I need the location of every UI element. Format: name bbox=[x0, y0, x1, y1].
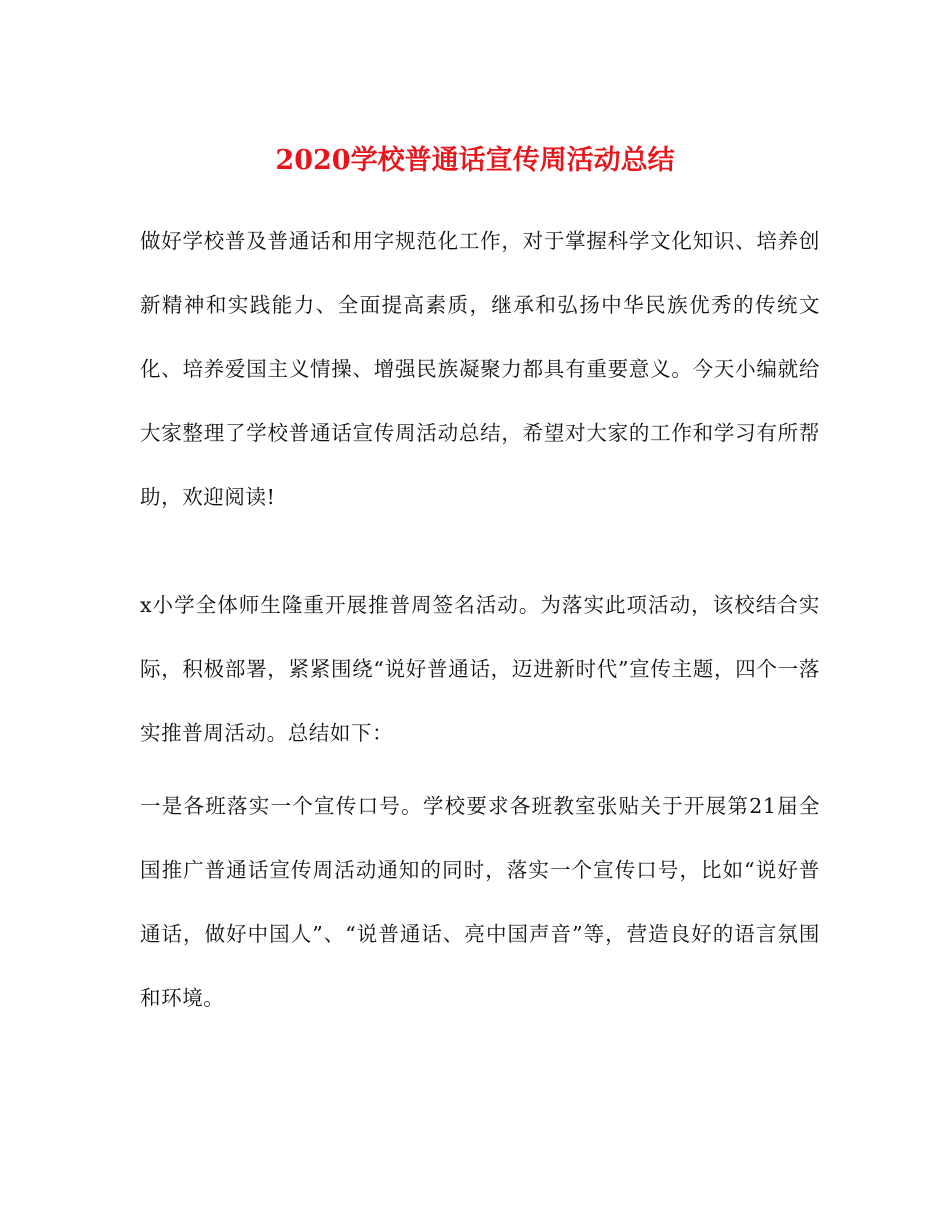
paragraph-activity: x小学全体师生隆重开展推普周签名活动。为落实此项活动，该校结合实际，积极部署，紧紧围绕“说好普通话，迈进新时代”宣传主题，四个一落实推普周活动。总结如下： bbox=[140, 593, 820, 745]
paragraph-slogan: 一是各班落实一个宣传口号。学校要求各班教室张贴关于开展第21届全国推广普通话宣传周活动通知的同时，落实一个宣传口号，比如“说好普通话，做好中国人”、“说普通话、亮中国声音”等，营造良好的语言氛围和环境。 bbox=[140, 794, 820, 1010]
document-title: 2020学校普通话宣传周活动总结 bbox=[275, 145, 675, 176]
paragraph-intro: 做好学校普及普通话和用字规范化工作，对于掌握科学文化知识、培养创新精神和实践能力、全面提高素质，继承和弘扬中华民族优秀的传统文化、培养爱国主义情操、增强民族凝聚力都具有重要意义。今天小编就给大家整理了学校普通话宣传周活动总结，希望对大家的工作和学习有所帮助，欢迎阅读! bbox=[140, 229, 820, 509]
